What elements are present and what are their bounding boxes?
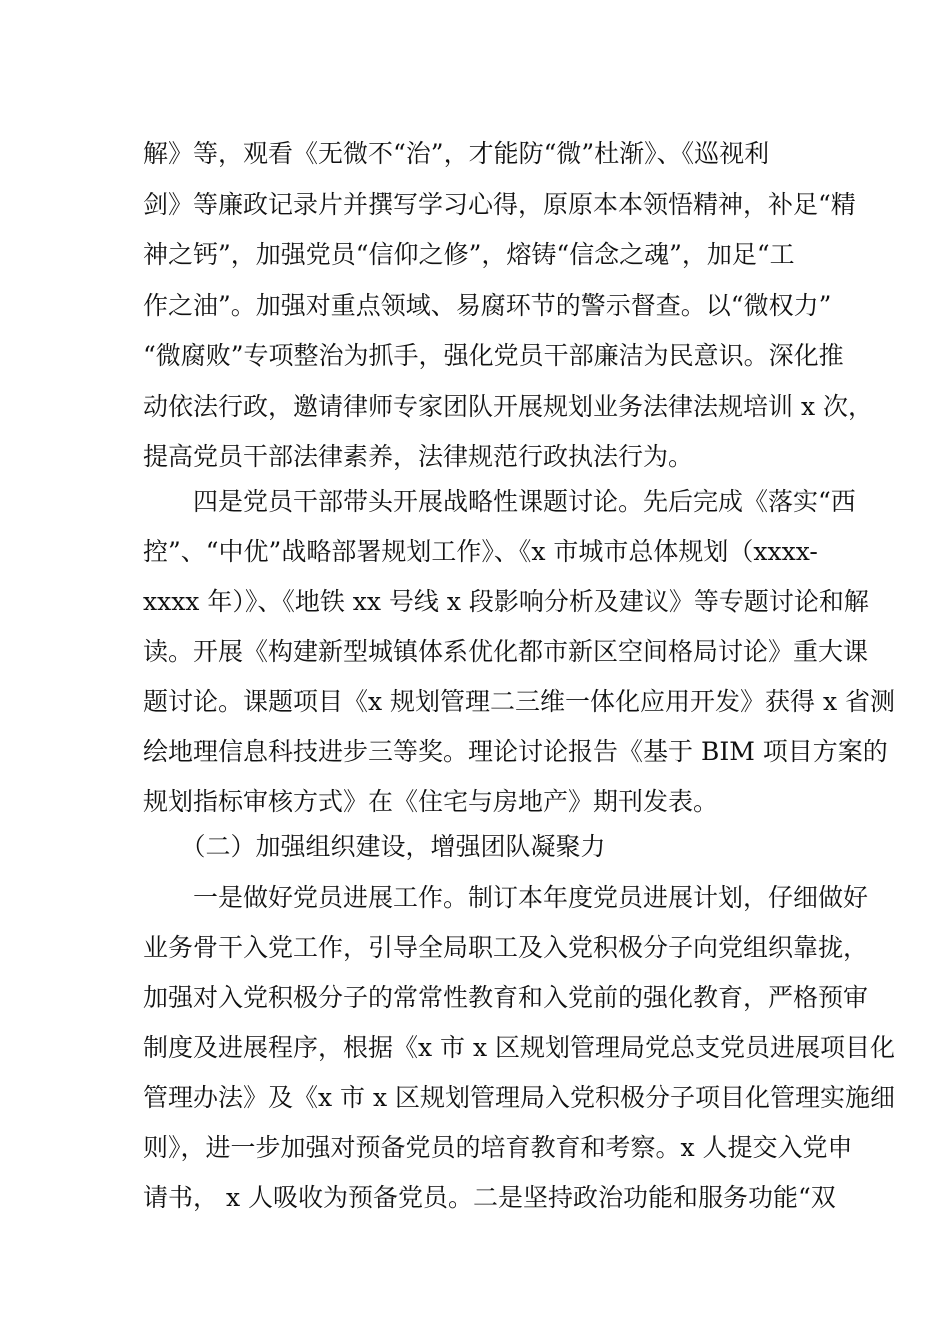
text-line: 规划指标审核方式》在《住宅与房地产》期刊发表。	[143, 787, 719, 816]
section-heading: （二）加强组织建设，增强团队凝聚力	[143, 832, 606, 861]
text-line: 题讨论。课题项目《x 规划管理二三维一体化应用开发》获得 x 省测	[143, 687, 896, 716]
text-line: “微腐败”专项整治为抓手，强化党员干部廉洁为民意识。深化推	[143, 341, 844, 370]
text-line: 控”、“中优”战略部署规划工作》、《x 市城市总体规划（xxxx-	[143, 537, 818, 566]
text-line: 业务骨干入党工作，引导全局职工及入党积极分子向党组织靠拢，	[143, 933, 869, 962]
text-line: 则》，进一步加强对预备党员的培育教育和考察。x 人提交入党申	[143, 1133, 853, 1162]
text-line: 神之钙”，加强党员“信仰之修”，熔铸“信念之魂”，加足“工	[143, 240, 795, 269]
text-line: 管理办法》及《x 市 x 区规划管理局入党积极分子项目化管理实施细	[143, 1083, 896, 1112]
text-line: 动依法行政，邀请律师专家团队开展规划业务法律法规培训 x 次，	[143, 392, 873, 421]
text-line: 一是做好党员进展工作。制订本年度党员进展计划，仔细做好	[143, 883, 869, 912]
text-line: 请书， x 人吸收为预备党员。二是坚持政治功能和服务功能“双	[143, 1183, 836, 1212]
text-line: 加强对入党积极分子的常常性教育和入党前的强化教育，严格预审	[143, 983, 869, 1012]
text-line: 作之油”。加强对重点领域、易腐环节的警示督查。以“微权力”	[143, 291, 832, 320]
text-line: 四是党员干部带头开展战略性课题讨论。先后完成《落实“西	[143, 487, 856, 516]
text-line: 剑》等廉政记录片并撰写学习心得，原原本本领悟精神，补足“精	[143, 190, 856, 219]
text-line: 绘地理信息科技进步三等奖。理论讨论报告《基于 BIM 项目方案的	[143, 737, 888, 766]
text-line: 提高党员干部法律素养，法律规范行政执法行为。	[143, 442, 694, 471]
text-line: 解》等，观看《无微不“治”，才能防“微”杜渐》、《巡视利	[143, 139, 770, 168]
text-line: xxxx 年）》、《地铁 xx 号线 x 段影响分析及建议》等专题讨论和解	[143, 587, 869, 616]
text-line: 读。开展《构建新型城镇体系优化都市新区空间格局讨论》重大课	[143, 637, 869, 666]
text-line: 制度及进展程序，根据《x 市 x 区规划管理局党总支党员进展项目化	[143, 1033, 896, 1062]
